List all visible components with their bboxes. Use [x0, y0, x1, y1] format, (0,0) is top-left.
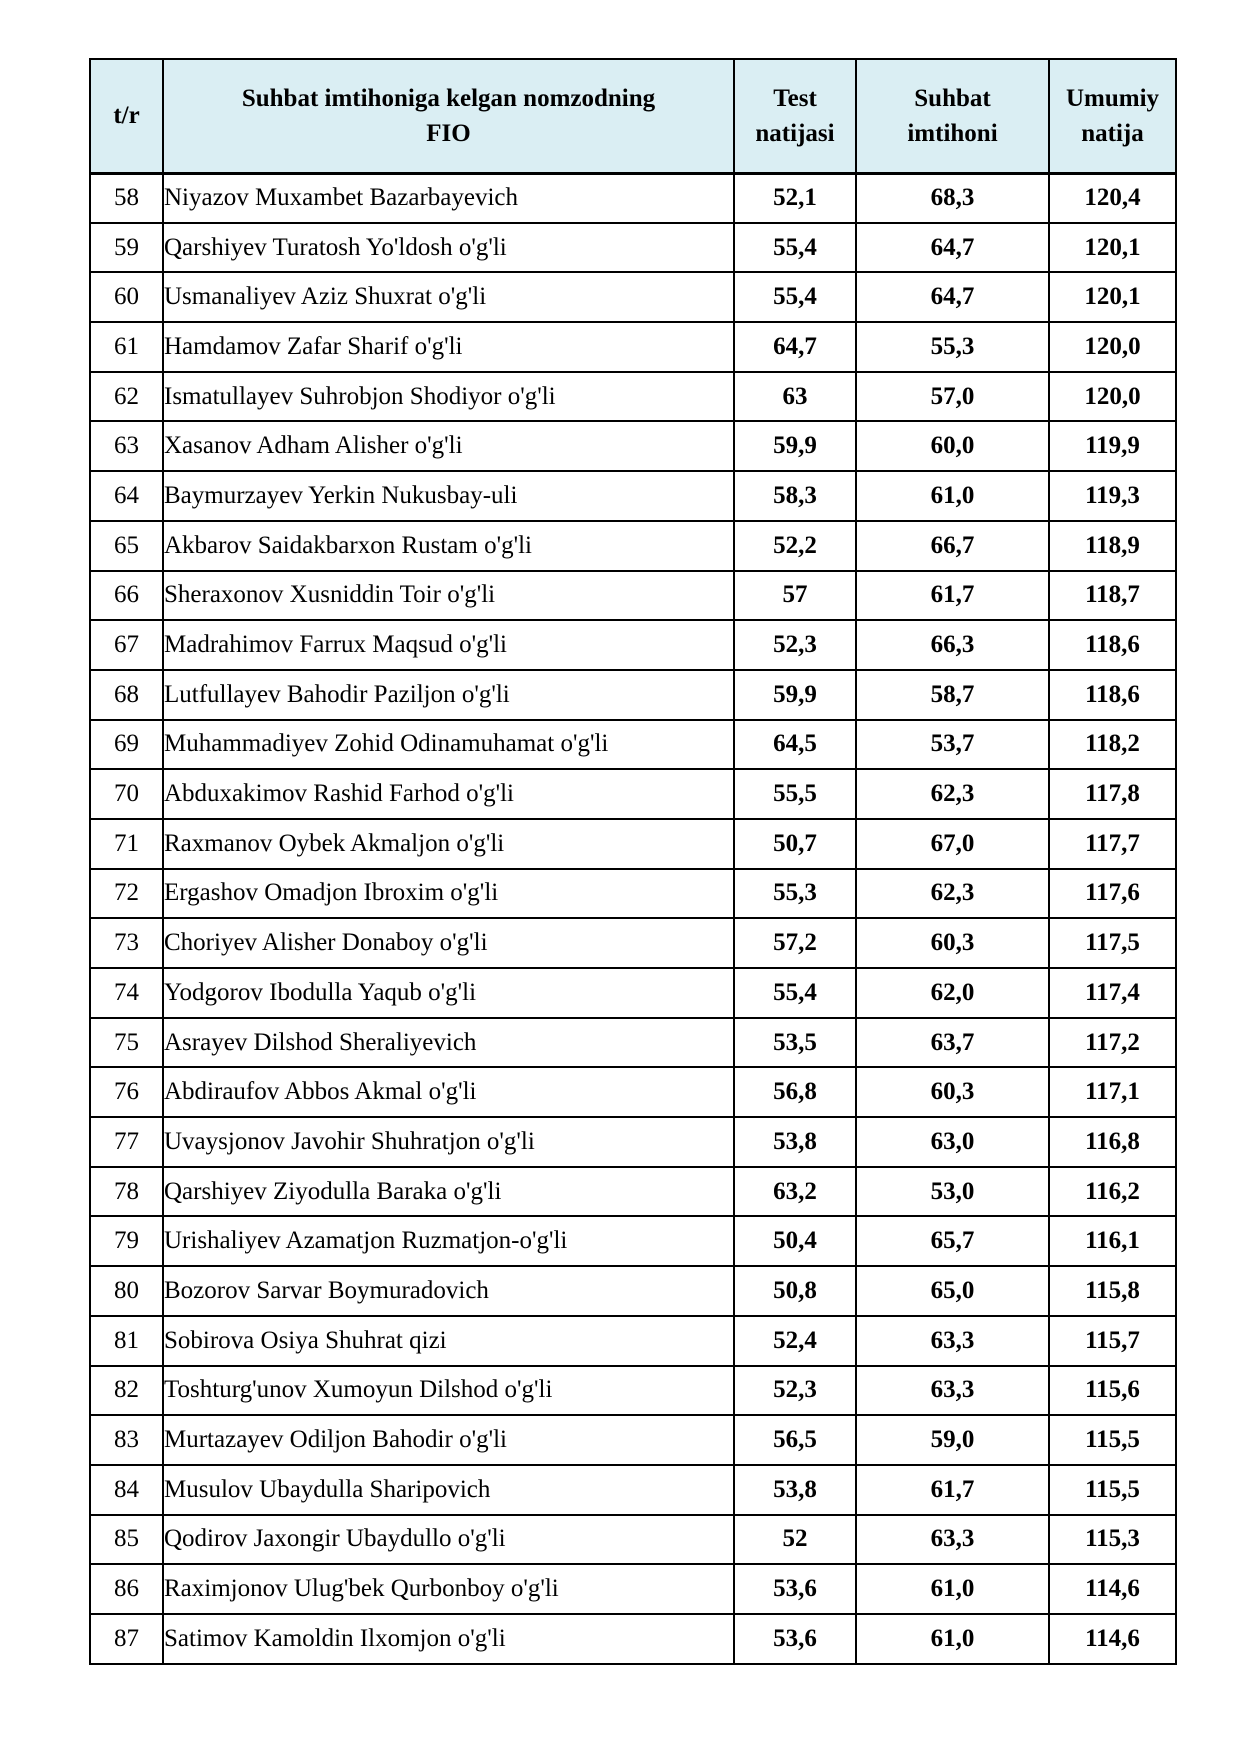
interview-score-cell: 53,0 [856, 1167, 1049, 1217]
candidate-name-cell: Yodgorov Ibodulla Yaqub o'g'li [163, 968, 734, 1018]
interview-score-cell: 66,3 [856, 620, 1049, 670]
header-interview-line2: imtihoni [907, 119, 998, 147]
interview-score-cell: 62,3 [856, 769, 1049, 819]
interview-score-cell: 61,0 [856, 1614, 1049, 1664]
candidate-name-cell: Niyazov Muxambet Bazarbayevich [163, 173, 734, 223]
total-score-cell: 117,4 [1049, 968, 1176, 1018]
table-body [90, 173, 1176, 1664]
test-score-cell: 52 [734, 1515, 856, 1565]
test-score-cell: 52,2 [734, 521, 856, 571]
candidate-name-cell: Qodirov Jaxongir Ubaydullo o'g'li [163, 1515, 734, 1565]
candidate-name-cell: Uvaysjonov Javohir Shuhratjon o'g'li [163, 1117, 734, 1167]
header-row [90, 59, 1176, 173]
total-score-cell: 118,6 [1049, 620, 1176, 670]
row-number-cell: 74 [90, 968, 163, 1018]
row-number-cell: 80 [90, 1266, 163, 1316]
interview-score-cell: 60,3 [856, 918, 1049, 968]
total-score-cell: 117,6 [1049, 869, 1176, 919]
interview-score-cell: 57,0 [856, 372, 1049, 422]
row-number-cell: 73 [90, 918, 163, 968]
interview-score-cell: 64,7 [856, 223, 1049, 273]
table-row [90, 521, 1176, 571]
table-row [90, 1266, 1176, 1316]
test-score-cell: 56,8 [734, 1067, 856, 1117]
table-row [90, 1465, 1176, 1515]
interview-score-cell: 63,3 [856, 1366, 1049, 1416]
interview-score-cell: 61,7 [856, 571, 1049, 621]
row-number-cell: 85 [90, 1515, 163, 1565]
interview-score-cell: 66,7 [856, 521, 1049, 571]
table-row [90, 421, 1176, 471]
total-score-cell: 118,2 [1049, 720, 1176, 770]
total-score-cell: 115,7 [1049, 1316, 1176, 1366]
test-score-cell: 52,3 [734, 620, 856, 670]
test-score-cell: 53,5 [734, 1018, 856, 1068]
row-number-cell: 64 [90, 471, 163, 521]
candidate-name-cell: Bozorov Sarvar Boymuradovich [163, 1266, 734, 1316]
row-number-cell: 75 [90, 1018, 163, 1068]
interview-score-cell: 60,3 [856, 1067, 1049, 1117]
candidate-name-cell: Baymurzayev Yerkin Nukusbay-uli [163, 471, 734, 521]
test-score-cell: 53,8 [734, 1117, 856, 1167]
header-num [90, 59, 163, 173]
header-total-line1: Umumiy [1065, 84, 1160, 112]
table-row [90, 1415, 1176, 1465]
row-number-cell: 60 [90, 272, 163, 322]
table-row [90, 869, 1176, 919]
candidate-name-cell: Sobirova Osiya Shuhrat qizi [163, 1316, 734, 1366]
interview-score-cell: 67,0 [856, 819, 1049, 869]
candidate-name-cell: Raximjonov Ulug'bek Qurbonboy o'g'li [163, 1564, 734, 1614]
test-score-cell: 53,6 [734, 1564, 856, 1614]
table-row [90, 968, 1176, 1018]
interview-score-cell: 63,3 [856, 1316, 1049, 1366]
total-score-cell: 119,3 [1049, 471, 1176, 521]
table-row [90, 1515, 1176, 1565]
candidate-name-cell: Murtazayev Odiljon Bahodir o'g'li [163, 1415, 734, 1465]
candidate-name-cell: Toshturg'unov Xumoyun Dilshod o'g'li [163, 1366, 734, 1416]
test-score-cell: 50,4 [734, 1216, 856, 1266]
total-score-cell: 115,6 [1049, 1366, 1176, 1416]
table-row [90, 571, 1176, 621]
total-score-cell: 115,3 [1049, 1515, 1176, 1565]
candidate-name-cell: Asrayev Dilshod Sheraliyevich [163, 1018, 734, 1068]
test-score-cell: 53,8 [734, 1465, 856, 1515]
test-score-cell: 53,6 [734, 1614, 856, 1664]
interview-score-cell: 62,3 [856, 869, 1049, 919]
interview-score-cell: 65,0 [856, 1266, 1049, 1316]
candidate-name-cell: Ergashov Omadjon Ibroxim o'g'li [163, 869, 734, 919]
total-score-cell: 120,4 [1049, 173, 1176, 223]
table-row [90, 670, 1176, 720]
header-interview [856, 59, 1049, 173]
candidate-name-cell: Akbarov Saidakbarxon Rustam o'g'li [163, 521, 734, 571]
total-score-cell: 118,7 [1049, 571, 1176, 621]
candidate-name-cell: Ismatullayev Suhrobjon Shodiyor o'g'li [163, 372, 734, 422]
candidate-name-cell: Qarshiyev Ziyodulla Baraka o'g'li [163, 1167, 734, 1217]
test-score-cell: 50,7 [734, 819, 856, 869]
row-number-cell: 66 [90, 571, 163, 621]
interview-score-cell: 55,3 [856, 322, 1049, 372]
table-row [90, 173, 1176, 223]
candidate-name-cell: Lutfullayev Bahodir Paziljon o'g'li [163, 670, 734, 720]
interview-score-cell: 65,7 [856, 1216, 1049, 1266]
test-score-cell: 55,4 [734, 968, 856, 1018]
row-number-cell: 58 [90, 173, 163, 223]
interview-score-cell: 60,0 [856, 421, 1049, 471]
table-row [90, 1018, 1176, 1068]
header-test [734, 59, 856, 173]
candidate-name-cell: Xasanov Adham Alisher o'g'li [163, 421, 734, 471]
row-number-cell: 67 [90, 620, 163, 670]
row-number-cell: 72 [90, 869, 163, 919]
interview-score-cell: 53,7 [856, 720, 1049, 770]
total-score-cell: 114,6 [1049, 1614, 1176, 1664]
row-number-cell: 68 [90, 670, 163, 720]
candidate-name-cell: Raxmanov Oybek Akmaljon o'g'li [163, 819, 734, 869]
total-score-cell: 120,1 [1049, 223, 1176, 273]
table-row [90, 1564, 1176, 1614]
table-row [90, 819, 1176, 869]
interview-score-cell: 63,0 [856, 1117, 1049, 1167]
row-number-cell: 63 [90, 421, 163, 471]
header-test-line2: natijasi [755, 119, 835, 147]
table-row [90, 372, 1176, 422]
table-row [90, 918, 1176, 968]
candidate-name-cell: Abduxakimov Rashid Farhod o'g'li [163, 769, 734, 819]
total-score-cell: 115,5 [1049, 1415, 1176, 1465]
test-score-cell: 64,7 [734, 322, 856, 372]
row-number-cell: 59 [90, 223, 163, 273]
table-row [90, 322, 1176, 372]
table-header [90, 59, 1176, 173]
table-row [90, 1117, 1176, 1167]
candidate-name-cell: Musulov Ubaydulla Sharipovich [163, 1465, 734, 1515]
interview-score-cell: 63,7 [856, 1018, 1049, 1068]
candidate-name-cell: Abdiraufov Abbos Akmal o'g'li [163, 1067, 734, 1117]
table-row [90, 272, 1176, 322]
row-number-cell: 81 [90, 1316, 163, 1366]
test-score-cell: 50,8 [734, 1266, 856, 1316]
row-number-cell: 69 [90, 720, 163, 770]
header-interview-line1: Suhbat [914, 84, 991, 112]
header-name-line2: FIO [426, 119, 471, 147]
results-table [89, 58, 1177, 1665]
table-row [90, 1316, 1176, 1366]
candidate-name-cell: Urishaliyev Azamatjon Ruzmatjon-o'g'li [163, 1216, 734, 1266]
interview-score-cell: 61,7 [856, 1465, 1049, 1515]
interview-score-cell: 61,0 [856, 1564, 1049, 1614]
candidate-name-cell: Satimov Kamoldin Ilxomjon o'g'li [163, 1614, 734, 1664]
table-row [90, 223, 1176, 273]
total-score-cell: 115,8 [1049, 1266, 1176, 1316]
candidate-name-cell: Qarshiyev Turatosh Yo'ldosh o'g'li [163, 223, 734, 273]
test-score-cell: 55,4 [734, 272, 856, 322]
test-score-cell: 58,3 [734, 471, 856, 521]
header-num-label: t/r [113, 102, 140, 130]
total-score-cell: 116,2 [1049, 1167, 1176, 1217]
row-number-cell: 79 [90, 1216, 163, 1266]
test-score-cell: 63,2 [734, 1167, 856, 1217]
test-score-cell: 57,2 [734, 918, 856, 968]
row-number-cell: 65 [90, 521, 163, 571]
row-number-cell: 71 [90, 819, 163, 869]
total-score-cell: 117,1 [1049, 1067, 1176, 1117]
total-score-cell: 118,9 [1049, 521, 1176, 571]
table-row [90, 769, 1176, 819]
candidate-name-cell: Sheraxonov Xusniddin Toir o'g'li [163, 571, 734, 621]
interview-score-cell: 64,7 [856, 272, 1049, 322]
header-name-line1: Suhbat imtihoniga kelgan nomzodning [241, 84, 656, 112]
test-score-cell: 55,5 [734, 769, 856, 819]
interview-score-cell: 63,3 [856, 1515, 1049, 1565]
interview-score-cell: 68,3 [856, 173, 1049, 223]
row-number-cell: 78 [90, 1167, 163, 1217]
interview-score-cell: 62,0 [856, 968, 1049, 1018]
header-total-line2: natija [1081, 119, 1144, 147]
test-score-cell: 63 [734, 372, 856, 422]
total-score-cell: 116,8 [1049, 1117, 1176, 1167]
test-score-cell: 64,5 [734, 720, 856, 770]
candidate-name-cell: Choriyev Alisher Donaboy o'g'li [163, 918, 734, 968]
total-score-cell: 120,0 [1049, 372, 1176, 422]
test-score-cell: 59,9 [734, 421, 856, 471]
test-score-cell: 59,9 [734, 670, 856, 720]
row-number-cell: 87 [90, 1614, 163, 1664]
candidate-name-cell: Usmanaliyev Aziz Shuxrat o'g'li [163, 272, 734, 322]
total-score-cell: 119,9 [1049, 421, 1176, 471]
table-row [90, 620, 1176, 670]
table-row [90, 471, 1176, 521]
test-score-cell: 56,5 [734, 1415, 856, 1465]
header-total [1049, 59, 1176, 173]
total-score-cell: 118,6 [1049, 670, 1176, 720]
total-score-cell: 117,7 [1049, 819, 1176, 869]
candidate-name-cell: Hamdamov Zafar Sharif o'g'li [163, 322, 734, 372]
table-row [90, 1366, 1176, 1416]
row-number-cell: 77 [90, 1117, 163, 1167]
candidate-name-cell: Madrahimov Farrux Maqsud o'g'li [163, 620, 734, 670]
interview-score-cell: 59,0 [856, 1415, 1049, 1465]
header-name [163, 59, 734, 173]
total-score-cell: 120,0 [1049, 322, 1176, 372]
test-score-cell: 52,3 [734, 1366, 856, 1416]
total-score-cell: 120,1 [1049, 272, 1176, 322]
test-score-cell: 52,4 [734, 1316, 856, 1366]
candidate-name-cell: Muhammadiyev Zohid Odinamuhamat o'g'li [163, 720, 734, 770]
test-score-cell: 55,4 [734, 223, 856, 273]
test-score-cell: 52,1 [734, 173, 856, 223]
table-row [90, 1167, 1176, 1217]
interview-score-cell: 58,7 [856, 670, 1049, 720]
header-test-line1: Test [773, 84, 817, 112]
test-score-cell: 57 [734, 571, 856, 621]
row-number-cell: 86 [90, 1564, 163, 1614]
row-number-cell: 70 [90, 769, 163, 819]
total-score-cell: 114,6 [1049, 1564, 1176, 1614]
total-score-cell: 117,5 [1049, 918, 1176, 968]
row-number-cell: 62 [90, 372, 163, 422]
total-score-cell: 117,2 [1049, 1018, 1176, 1068]
interview-score-cell: 61,0 [856, 471, 1049, 521]
test-score-cell: 55,3 [734, 869, 856, 919]
row-number-cell: 83 [90, 1415, 163, 1465]
table-row [90, 1614, 1176, 1664]
row-number-cell: 84 [90, 1465, 163, 1515]
table-row [90, 1216, 1176, 1266]
table-row [90, 720, 1176, 770]
row-number-cell: 76 [90, 1067, 163, 1117]
table-row [90, 1067, 1176, 1117]
row-number-cell: 82 [90, 1366, 163, 1416]
total-score-cell: 115,5 [1049, 1465, 1176, 1515]
total-score-cell: 117,8 [1049, 769, 1176, 819]
row-number-cell: 61 [90, 322, 163, 372]
total-score-cell: 116,1 [1049, 1216, 1176, 1266]
